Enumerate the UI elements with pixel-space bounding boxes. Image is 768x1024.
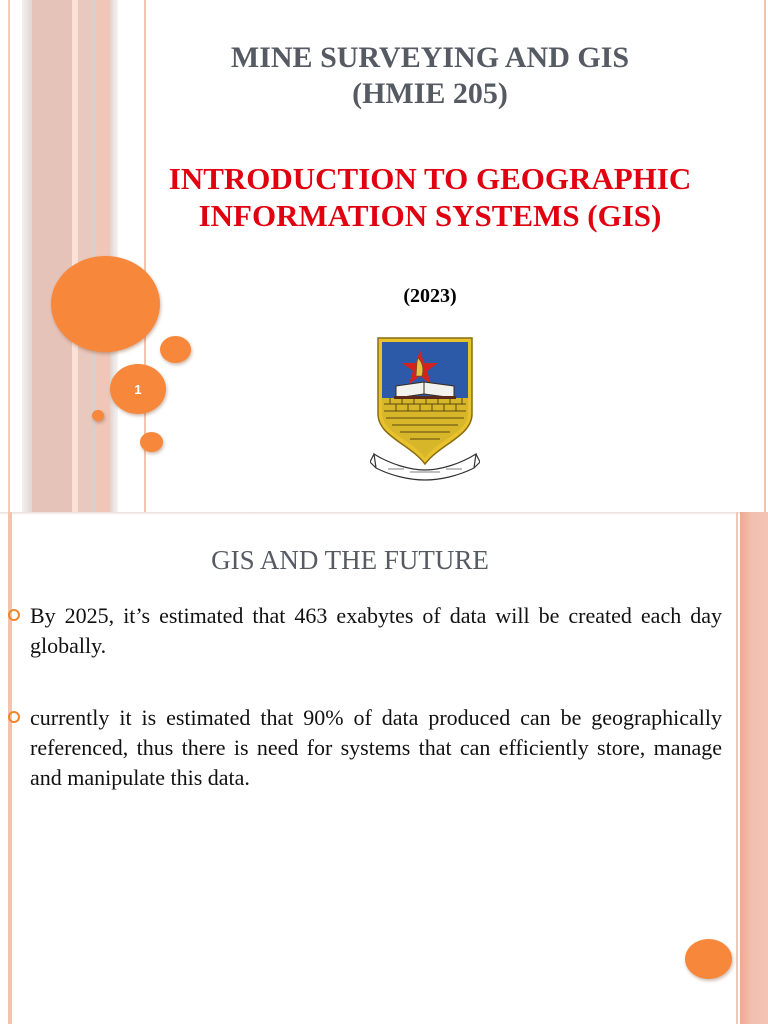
- slide-number-badge: [110, 364, 166, 414]
- decorative-stripe: [8, 0, 10, 512]
- bullet-text: currently it is estimated that 90% of data produced can be geographically referenced, thus there is need for systems that can efficiently store, manage and manipulate this data.: [30, 705, 722, 790]
- decorative-stripe: [736, 512, 738, 1024]
- decorative-stripe: [78, 0, 92, 512]
- decorative-circle-tiny: [92, 410, 104, 421]
- bullet-list: [30, 601, 722, 793]
- slide-number: 1: [134, 381, 142, 397]
- decorative-circle: [685, 939, 732, 979]
- topic-title: [150, 160, 710, 234]
- topic-title-line1: INTRODUCTION TO GEOGRAPHIC: [168, 161, 692, 196]
- bullet-item: [30, 601, 722, 661]
- content-slide: [0, 512, 768, 1024]
- bullet-item: [30, 703, 722, 793]
- course-title: [150, 40, 710, 112]
- decorative-circle-small: [140, 432, 163, 452]
- course-title-line1: MINE SURVEYING AND GIS: [230, 41, 630, 74]
- slide-divider: [0, 512, 768, 515]
- bullet-text: By 2025, it’s estimated that 463 exabytes of data will be created each day globally.: [30, 603, 722, 658]
- decorative-stripe: [764, 0, 766, 512]
- course-title-line2: (HMIE 205): [352, 77, 508, 110]
- university-crest-icon: [370, 336, 480, 481]
- decorative-stripe: [32, 0, 72, 512]
- slide-heading: GIS AND THE FUTURE: [211, 545, 489, 575]
- decorative-stripe: [8, 512, 12, 1024]
- year-label: (2023): [403, 285, 457, 307]
- topic-title-line2: INFORMATION SYSTEMS (GIS): [198, 198, 662, 233]
- hollow-circle-bullet-icon: [8, 711, 20, 723]
- hollow-circle-bullet-icon: [8, 609, 20, 621]
- decorative-circle-small: [160, 336, 191, 363]
- decorative-circle-large: [51, 256, 160, 352]
- decorative-stripe: [22, 0, 32, 512]
- decorative-stripe: [740, 512, 768, 1024]
